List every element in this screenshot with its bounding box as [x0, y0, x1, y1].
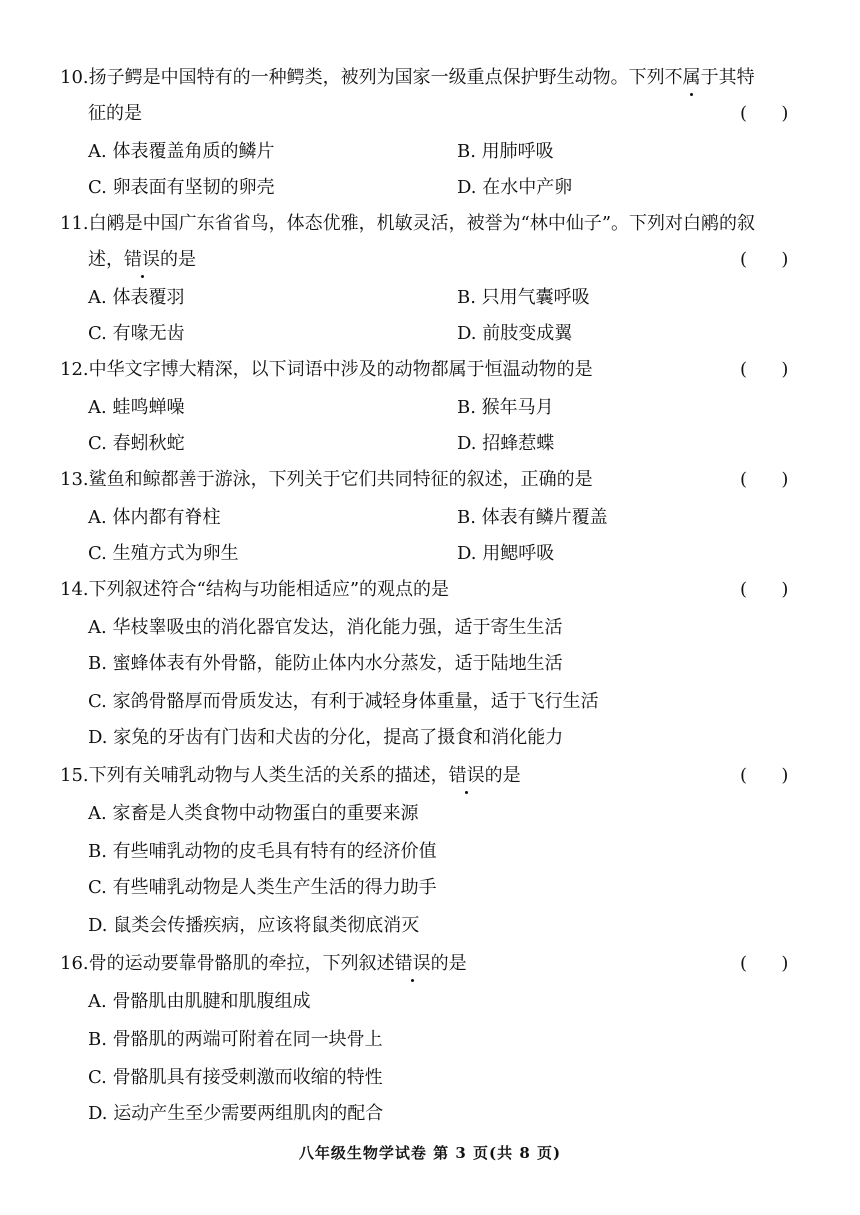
emphasis-dots: 错误: [394, 953, 431, 974]
question-12-stem: 12.中华文字博大精深，以下词语中涉及的动物都属于恒温动物的是: [60, 359, 593, 380]
option-13-a: A. 体内都有脊柱: [88, 507, 221, 528]
option-11-c: C. 有喙无齿: [88, 323, 185, 344]
emphasis-dots: 错误: [124, 249, 160, 270]
option-14-d: D. 家兔的牙齿有门齿和犬齿的分化，提高了摄食和消化能力: [88, 727, 564, 748]
option-14-a: A. 华枝睾吸虫的消化器官发达，消化能力强，适于寄生生活: [88, 617, 563, 638]
option-11-d: D. 前肢变成翼: [457, 323, 573, 344]
option-15-a: A. 家畜是人类食物中动物蛋白的重要来源: [88, 803, 419, 824]
option-15-d: D. 鼠类会传播疾病，应该将鼠类彻底消灭: [88, 915, 420, 936]
option-13-c: C. 生殖方式为卵生: [88, 543, 239, 564]
option-16-c: C. 骨骼肌具有接受刺激而收缩的特性: [88, 1067, 383, 1088]
question-13-stem: 13.鲨鱼和鲸都善于游泳，下列关于它们共同特征的叙述，正确的是: [60, 469, 593, 490]
option-15-c: C. 有些哺乳动物是人类生产生活的得力助手: [88, 877, 437, 898]
question-16-stem: 16.骨的运动要靠骨骼肌的牵拉，下列叙述错误的是: [60, 953, 467, 974]
emphasis-dots: 错误: [448, 765, 485, 786]
answer-blank-11[interactable]: ( ): [740, 249, 789, 270]
option-12-a: A. 蛙鸣蝉噪: [88, 397, 185, 418]
option-10-a: A. 体表覆盖角质的鳞片: [88, 141, 275, 162]
option-12-b: B. 猴年马月: [457, 397, 554, 418]
question-10-stem: 10.扬子鳄是中国特有的一种鳄类，被列为国家一级重点保护野生动物。下列不属于其特: [60, 67, 755, 88]
answer-blank-16[interactable]: ( ): [740, 953, 789, 974]
answer-blank-13[interactable]: ( ): [740, 469, 789, 490]
option-13-d: D. 用鳃呼吸: [457, 543, 555, 564]
answer-blank-10[interactable]: ( ): [740, 103, 789, 124]
page-footer: 八年级生物学试卷 第 3 页(共 8 页): [298, 1144, 562, 1162]
question-14-stem: 14.下列叙述符合“结构与功能相适应”的观点的是: [60, 579, 450, 600]
option-13-b: B. 体表有鳞片覆盖: [457, 507, 608, 528]
question-11-stem-cont: 述，错误的是: [88, 249, 196, 270]
option-16-a: A. 骨骼肌由肌腱和肌腹组成: [88, 991, 311, 1012]
answer-blank-12[interactable]: ( ): [740, 359, 789, 380]
option-16-b: B. 骨骼肌的两端可附着在同一块骨上: [88, 1029, 383, 1050]
option-15-b: B. 有些哺乳动物的皮毛具有特有的经济价值: [88, 841, 437, 862]
option-10-d: D. 在水中产卵: [457, 177, 573, 198]
option-11-a: A. 体表覆羽: [88, 287, 185, 308]
answer-blank-14[interactable]: ( ): [740, 579, 789, 600]
emphasis-dots: 不属于: [664, 67, 719, 88]
question-10-stem-cont: 征的是: [88, 103, 142, 124]
question-11-stem: 11.白鹇是中国广东省省鸟，体态优雅，机敏灵活，被誉为“林中仙子”。下列对白鹇的叙: [60, 213, 756, 234]
option-12-c: C. 春蚓秋蛇: [88, 433, 185, 454]
option-14-c: C. 家鸽骨骼厚而骨质发达，有利于减轻身体重量，适于飞行生活: [88, 691, 599, 712]
option-11-b: B. 只用气囊呼吸: [457, 287, 590, 308]
option-16-d: D. 运动产生至少需要两组肌肉的配合: [88, 1103, 384, 1124]
option-14-b: B. 蜜蜂体表有外骨骼，能防止体内水分蒸发，适于陆地生活: [88, 653, 563, 674]
option-10-b: B. 用肺呼吸: [457, 141, 554, 162]
option-10-c: C. 卵表面有坚韧的卵壳: [88, 177, 275, 198]
question-15-stem: 15.下列有关哺乳动物与人类生活的关系的描述，错误的是: [60, 765, 521, 786]
answer-blank-15[interactable]: ( ): [740, 765, 789, 786]
option-12-d: D. 招蜂惹蝶: [457, 433, 555, 454]
